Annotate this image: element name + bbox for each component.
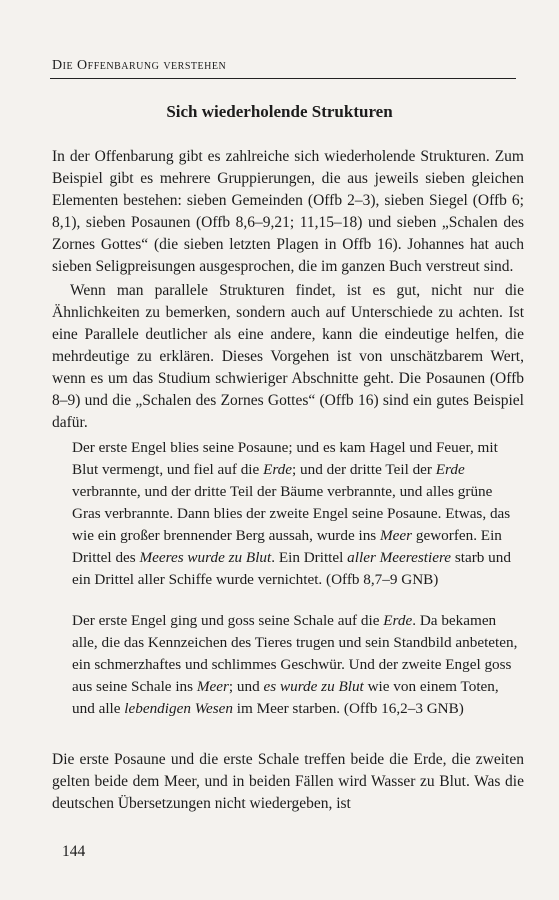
quote-emphasis: Erde: [263, 461, 293, 478]
quote-emphasis: Erde: [383, 612, 413, 629]
quote-emphasis: es wurde zu Blut: [263, 678, 364, 695]
quote-emphasis: Erde: [435, 461, 465, 478]
header-rule: [50, 78, 516, 79]
quote-emphasis: Meer: [380, 527, 413, 544]
quote-text: Der erste Engel blies seine Posaune; und es kam Hagel und Feuer, mit Blut vermengt, und fiel auf die: [72, 439, 498, 478]
quote-text: . Da bekamen alle, die das Kennzeichen des Tieres trugen und sein Standbild anbeteten, ein schmerzhaftes und schlimmes Geschwür. Und der zweite Engel goss aus seine Schale ins: [72, 612, 518, 695]
paragraph-2: Wenn man parallele Strukturen findet, ist es gut, nicht nur die Ähnlichkeiten zu bemerken, sondern auch auf Unterschiede zu achten. Ist eine Parallele deutlicher als eine andere, kann die eindeutige helfen, die mehrdeutige zu erklären. Dieses Vorgehen ist von unschätzbarem Wert, wenn es um das Studium schwieriger Abschnitte geht. Die Posaunen (Offb 8–9) und die „Schalen des Zornes Gottes“ (Offb 16) sind ein gutes Beispiel dafür.: [52, 282, 524, 431]
quote-text: ; und: [228, 678, 264, 695]
block-quote-bowls: [72, 610, 520, 720]
quote-emphasis: Meer: [196, 678, 229, 695]
quote-emphasis: Meeres wurde zu Blut: [139, 549, 272, 566]
quote-text: starb und ein Drittel aller Schiffe wurde vernichtet. (Offb 8,7–9 GNB): [72, 549, 511, 588]
paragraph-3: Die erste Posaune und die erste Schale treffen beide die Erde, die zweiten gelten beide dem Meer, und in beiden Fällen wird Wasser zu Blut. Was die deutschen Übersetzungen nicht wiedergeben, ist: [52, 751, 524, 812]
quote-text: Der erste Engel ging und goss seine Schale auf die: [72, 612, 384, 629]
quote-text: ; und der dritte Teil der: [292, 461, 436, 478]
running-head: Die Offenbarung verstehen: [52, 58, 227, 73]
block-quote-trumpets: [72, 437, 520, 591]
quote-emphasis: lebendigen Wesen: [124, 700, 233, 717]
page-number: 144: [62, 843, 86, 860]
quote-emphasis: aller Meerestiere: [347, 549, 452, 566]
paragraph-1: In der Offenbarung gibt es zahlreiche sich wiederholende Strukturen. Zum Beispiel gibt es mehrere Gruppierungen, die aus jeweils sieben gleichen Elementen bestehen: sieben Gemeinden (Offb 2–3), sieben Siegel (Offb 6; 8,1), sieben Posaunen (Offb 8,6–9,21; 11,15–18) und sieben „Schalen des Zornes Gottes“ (die sieben letzten Plagen in Offb 16). Johannes hat auch sieben Seligpreisungen ausgesprochen, die im ganzen Buch verstreut sind.: [52, 148, 524, 275]
quote-text: verbrannte, und der dritte Teil der Bäume verbrannte, und alles grüne Gras verbrannte. Dann blies der zweite Engel seine Posaune. Etwas, das wie ein großer brennender Berg aussah, wurde ins: [72, 483, 511, 544]
quote-text: geworfen. Ein Drittel des: [72, 527, 502, 566]
section-title: Sich wiederholende Strukturen: [166, 102, 393, 121]
quote-text: im Meer starben. (Offb 16,2–3 GNB): [232, 700, 464, 717]
quote-text: . Ein Drittel: [271, 549, 348, 566]
quote-text: wie von einem Toten, und alle: [72, 678, 499, 717]
